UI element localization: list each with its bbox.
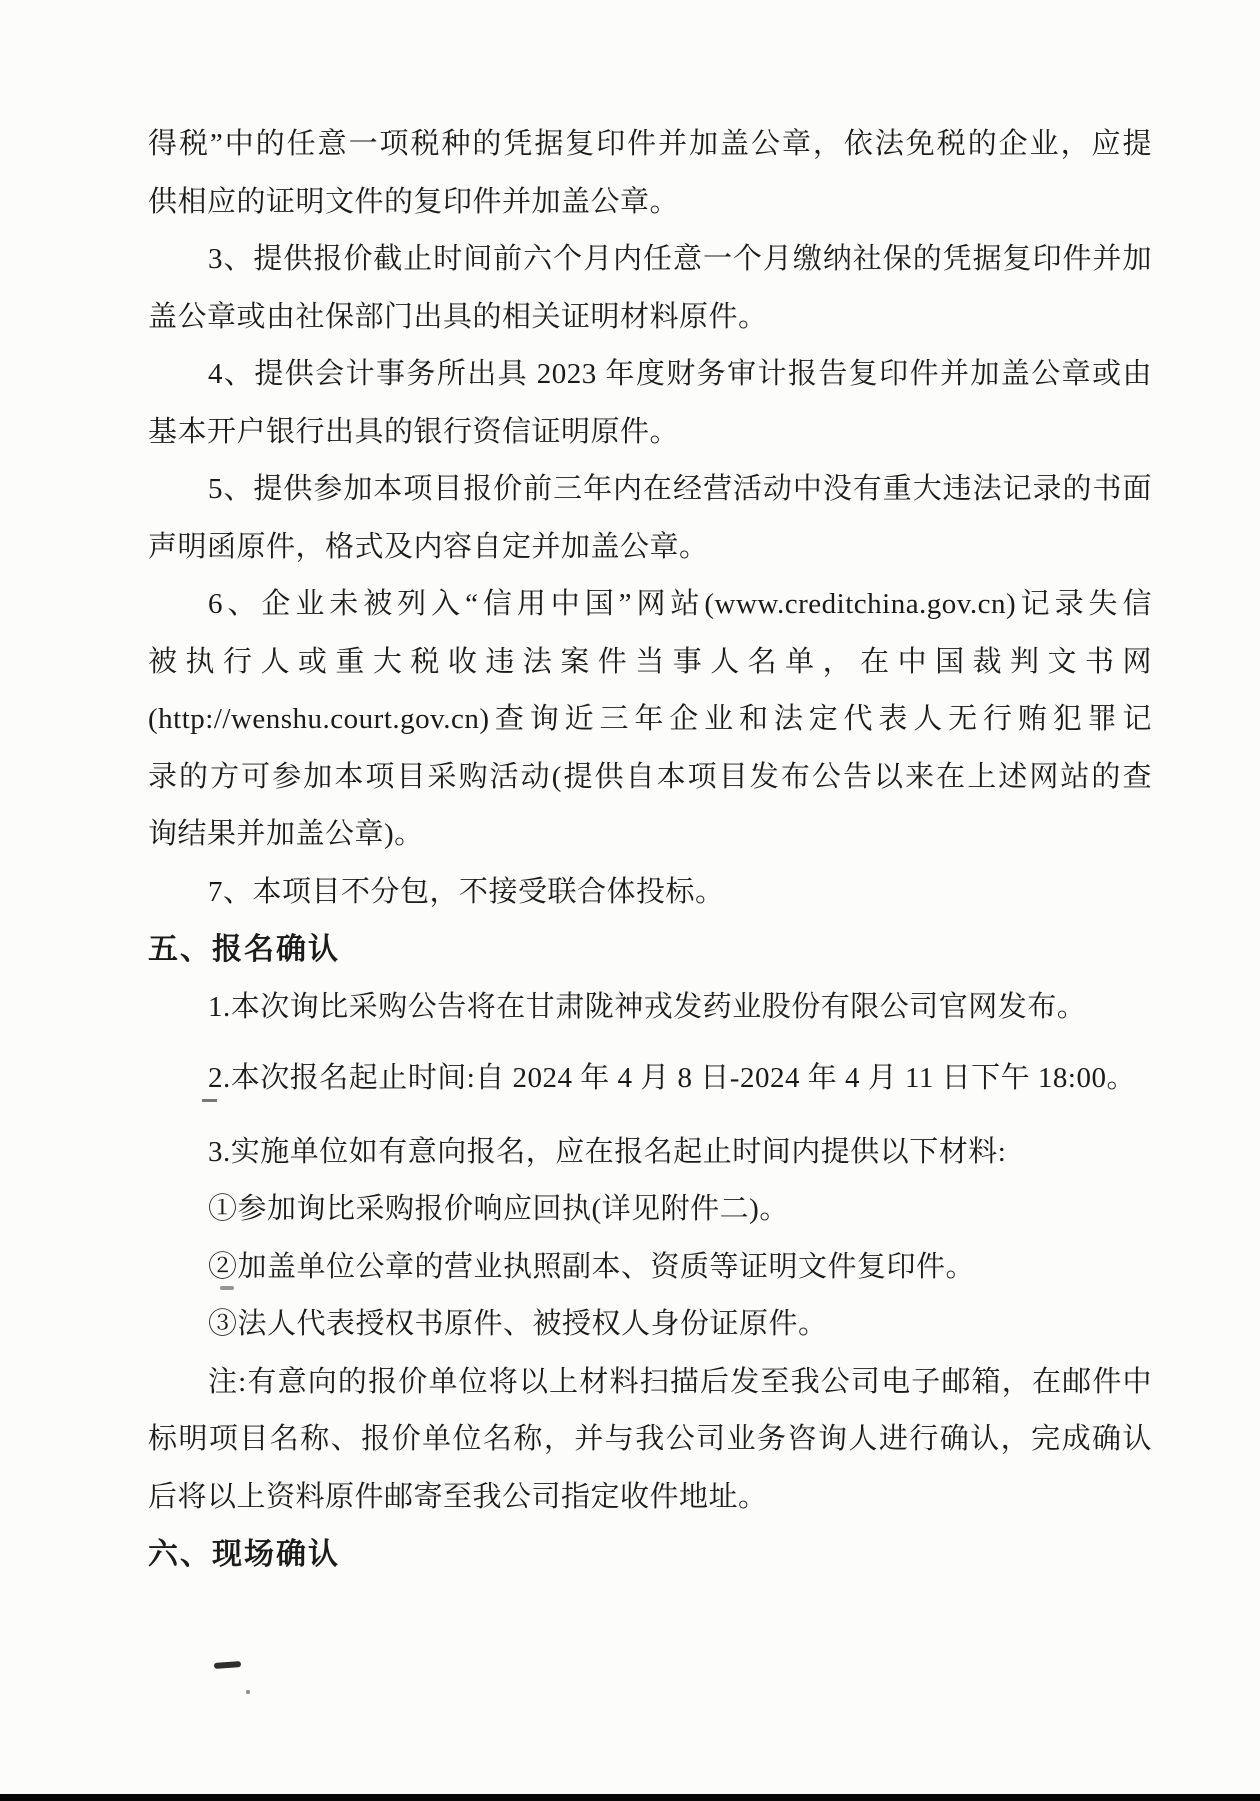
doc-line-item-4: 4、提供会计事务所出具 2023 年度财务审计报告复印件并加盖公章或由 [208,358,1152,390]
doc-line-material-1: ①参加询比采购报价响应回执(详见附件二)。 [208,1193,789,1225]
doc-line-item-3: 3、提供报价截止时间前六个月内任意一个月缴纳社保的凭据复印件并加 [208,243,1152,275]
scan-artifact-dot [246,1690,250,1694]
doc-line-material-2: ②加盖单位公章的营业执照副本、资质等证明文件复印件。 [208,1250,976,1283]
doc-line-reg-3: 3.实施单位如有意向报名，应在报名起止时间内提供以下材料: [208,1135,1007,1168]
section-heading-registration-confirm: 五、报名确认 [148,933,340,966]
scan-artifact-underscore [202,1099,217,1102]
doc-line: 录的方可参加本项目采购活动(提供自本项目发布公告以来在上述网站的查 [148,760,1152,793]
doc-line: 声明函原件，格式及内容自定并加盖公章。 [148,530,709,563]
doc-line: 询结果并加盖公章)。 [148,818,424,850]
doc-line: 被执行人或重大税收违法案件当事人名单，在中国裁判文书网 [148,645,1152,678]
doc-line: 标明项目名称、报价单位名称，并与我公司业务咨询人进行确认，完成确认 [148,1423,1152,1455]
scan-edge-bar [0,1794,1260,1801]
scan-artifact-dots [220,1286,234,1290]
doc-line: 盖公章或由社保部门出具的相关证明材料原件。 [148,300,768,333]
doc-line-url-wenshu: (http://wenshu.court.gov.cn)查询近三年企业和法定代表人无行贿犯罪记 [148,703,1152,735]
doc-line-item-7: 7、本项目不分包，不接受联合体投标。 [208,875,725,908]
doc-line-item-5: 5、提供参加本项目报价前三年内在经营活动中没有重大违法记录的书面 [208,473,1152,505]
doc-line: 得税”中的任意一项税种的凭据复印件并加盖公章，依法免税的企业，应提 [148,128,1152,160]
doc-line: 基本开户银行出具的银行资信证明原件。 [148,415,680,448]
document-text-block [148,116,1152,1584]
doc-line-reg-1: 1.本次询比采购公告将在甘肃陇神戎发药业股份有限公司官网发布。 [208,990,1087,1023]
doc-line: 后将以上资料原件邮寄至我公司指定收件地址。 [148,1480,768,1513]
doc-line: 供相应的证明文件的复印件并加盖公章。 [148,185,680,218]
doc-line-note: 注:有意向的报价单位将以上材料扫描后发至我公司电子邮箱，在邮件中 [208,1365,1152,1398]
scan-artifact-smudge [214,1661,241,1669]
section-heading-site-confirm: 六、现场确认 [148,1538,340,1571]
doc-line-reg-2-dates: 2.本次报名起止时间:自 2024 年 4 月 8 日-2024 年 4 月 11 日下午 18:00。 [208,1062,1136,1094]
doc-line-material-3: ③法人代表授权书原件、被授权人身份证原件。 [208,1308,828,1340]
doc-line-item-6: 6、企业未被列入“信用中国”网站(www.creditchina.gov.cn)记录失信 [208,588,1152,620]
